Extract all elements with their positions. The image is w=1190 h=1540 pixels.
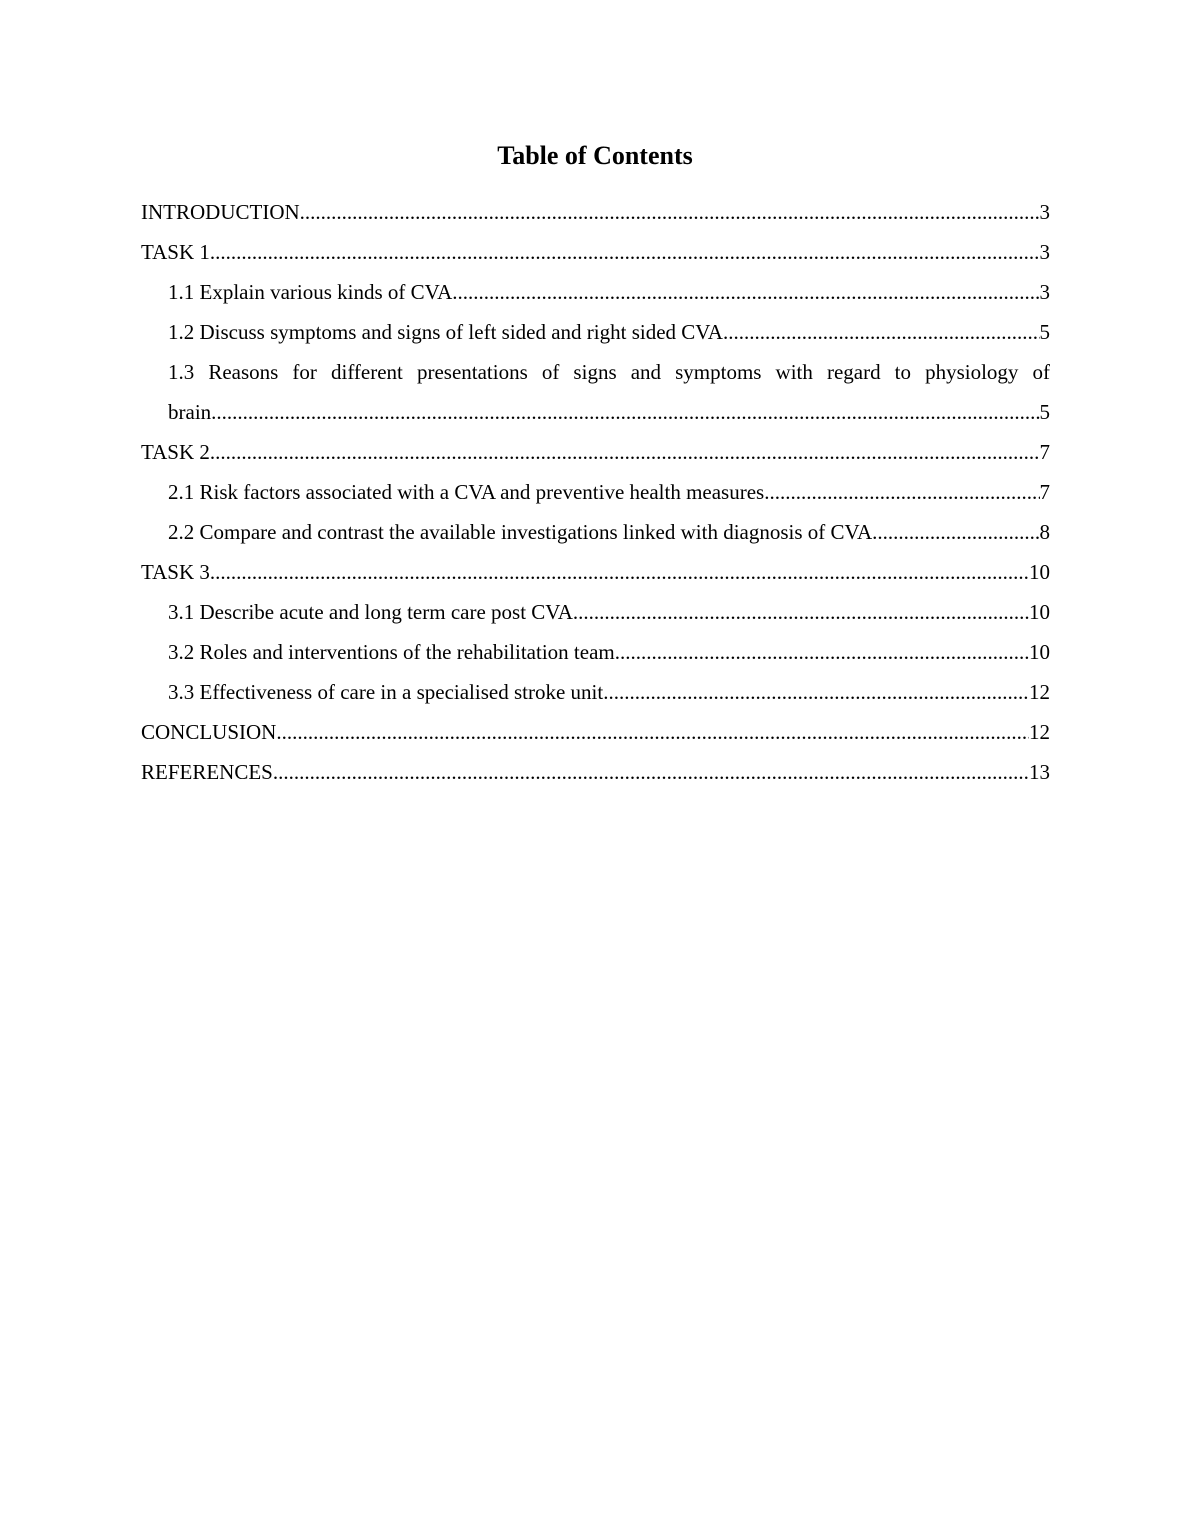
toc-list bbox=[141, 192, 1050, 792]
toc-dot-leader bbox=[300, 192, 1040, 232]
toc-entry-task-1[interactable] bbox=[141, 232, 1050, 272]
toc-dot-leader bbox=[603, 672, 1029, 712]
toc-entry-text: 2.2 Compare and contrast the available investigations linked with diagnosis of CVA bbox=[168, 520, 873, 544]
toc-dot-leader bbox=[615, 632, 1029, 672]
toc-entry-1-1[interactable] bbox=[141, 272, 1050, 312]
toc-dot-leader bbox=[210, 232, 1040, 272]
toc-entry-text: 3.1 Describe acute and long term care post CVA bbox=[168, 600, 573, 624]
toc-entry-text: REFERENCES bbox=[141, 760, 273, 784]
toc-entry-conclusion[interactable] bbox=[141, 712, 1050, 752]
toc-entry-introduction[interactable] bbox=[141, 192, 1050, 232]
toc-entry-text-line1: 1.3 Reasons for different presentations of signs and symptoms with regard to physiology of bbox=[168, 360, 1050, 384]
toc-entry-text: brain bbox=[168, 400, 212, 424]
toc-page-number: 7 bbox=[1039, 480, 1050, 504]
toc-dot-leader bbox=[210, 432, 1040, 472]
toc-entry-text: INTRODUCTION bbox=[141, 200, 300, 224]
toc-page-number: 10 bbox=[1029, 560, 1050, 584]
toc-page-number: 7 bbox=[1039, 440, 1050, 464]
toc-dot-leader bbox=[276, 712, 1029, 752]
toc-page-number: 5 bbox=[1039, 320, 1050, 344]
toc-entry-text: TASK 1 bbox=[141, 240, 210, 264]
toc-dot-leader bbox=[211, 392, 1039, 432]
toc-dot-leader bbox=[764, 472, 1039, 512]
toc-page-number: 13 bbox=[1029, 760, 1050, 784]
toc-page-number: 5 bbox=[1039, 400, 1050, 424]
toc-entry-references[interactable] bbox=[141, 752, 1050, 792]
toc-entry-task-3[interactable] bbox=[141, 552, 1050, 592]
toc-dot-leader bbox=[210, 552, 1029, 592]
page-title: Table of Contents bbox=[497, 141, 693, 170]
toc-entry-task-2[interactable] bbox=[141, 432, 1050, 472]
toc-entry-text: CONCLUSION bbox=[141, 720, 277, 744]
toc-entry-3-1[interactable] bbox=[141, 592, 1050, 632]
toc-dot-leader bbox=[872, 512, 1039, 552]
toc-dot-leader bbox=[573, 592, 1029, 632]
toc-page-number: 10 bbox=[1029, 640, 1050, 664]
toc-page-number: 8 bbox=[1039, 520, 1050, 544]
toc-entry-text: 3.3 Effectiveness of care in a specialised stroke unit bbox=[168, 680, 604, 704]
toc-entry-text: TASK 2 bbox=[141, 440, 210, 464]
toc-page-number: 12 bbox=[1029, 680, 1050, 704]
toc-entry-text: 2.1 Risk factors associated with a CVA and preventive health measures bbox=[168, 480, 765, 504]
toc-page-number: 3 bbox=[1039, 200, 1050, 224]
toc-entry-1-2[interactable] bbox=[141, 312, 1050, 352]
toc-entry-2-2[interactable] bbox=[141, 512, 1050, 552]
toc-entry-1-3[interactable] bbox=[141, 352, 1050, 432]
toc-entry-3-2[interactable] bbox=[141, 632, 1050, 672]
toc-entry-2-1[interactable] bbox=[141, 472, 1050, 512]
toc-page-number: 10 bbox=[1029, 600, 1050, 624]
toc-dot-leader bbox=[452, 272, 1039, 312]
toc-entry-text: 1.2 Discuss symptoms and signs of left sided and right sided CVA bbox=[168, 320, 723, 344]
toc-page-number: 12 bbox=[1029, 720, 1050, 744]
toc-page-number: 3 bbox=[1039, 240, 1050, 264]
toc-entry-text: TASK 3 bbox=[141, 560, 210, 584]
toc-page-number: 3 bbox=[1039, 280, 1050, 304]
toc-entry-3-3[interactable] bbox=[141, 672, 1050, 712]
toc-entry-text: 3.2 Roles and interventions of the rehabilitation team bbox=[168, 640, 615, 664]
toc-dot-leader bbox=[273, 752, 1029, 792]
toc-dot-leader bbox=[723, 312, 1040, 352]
toc-entry-text: 1.1 Explain various kinds of CVA bbox=[168, 280, 453, 304]
